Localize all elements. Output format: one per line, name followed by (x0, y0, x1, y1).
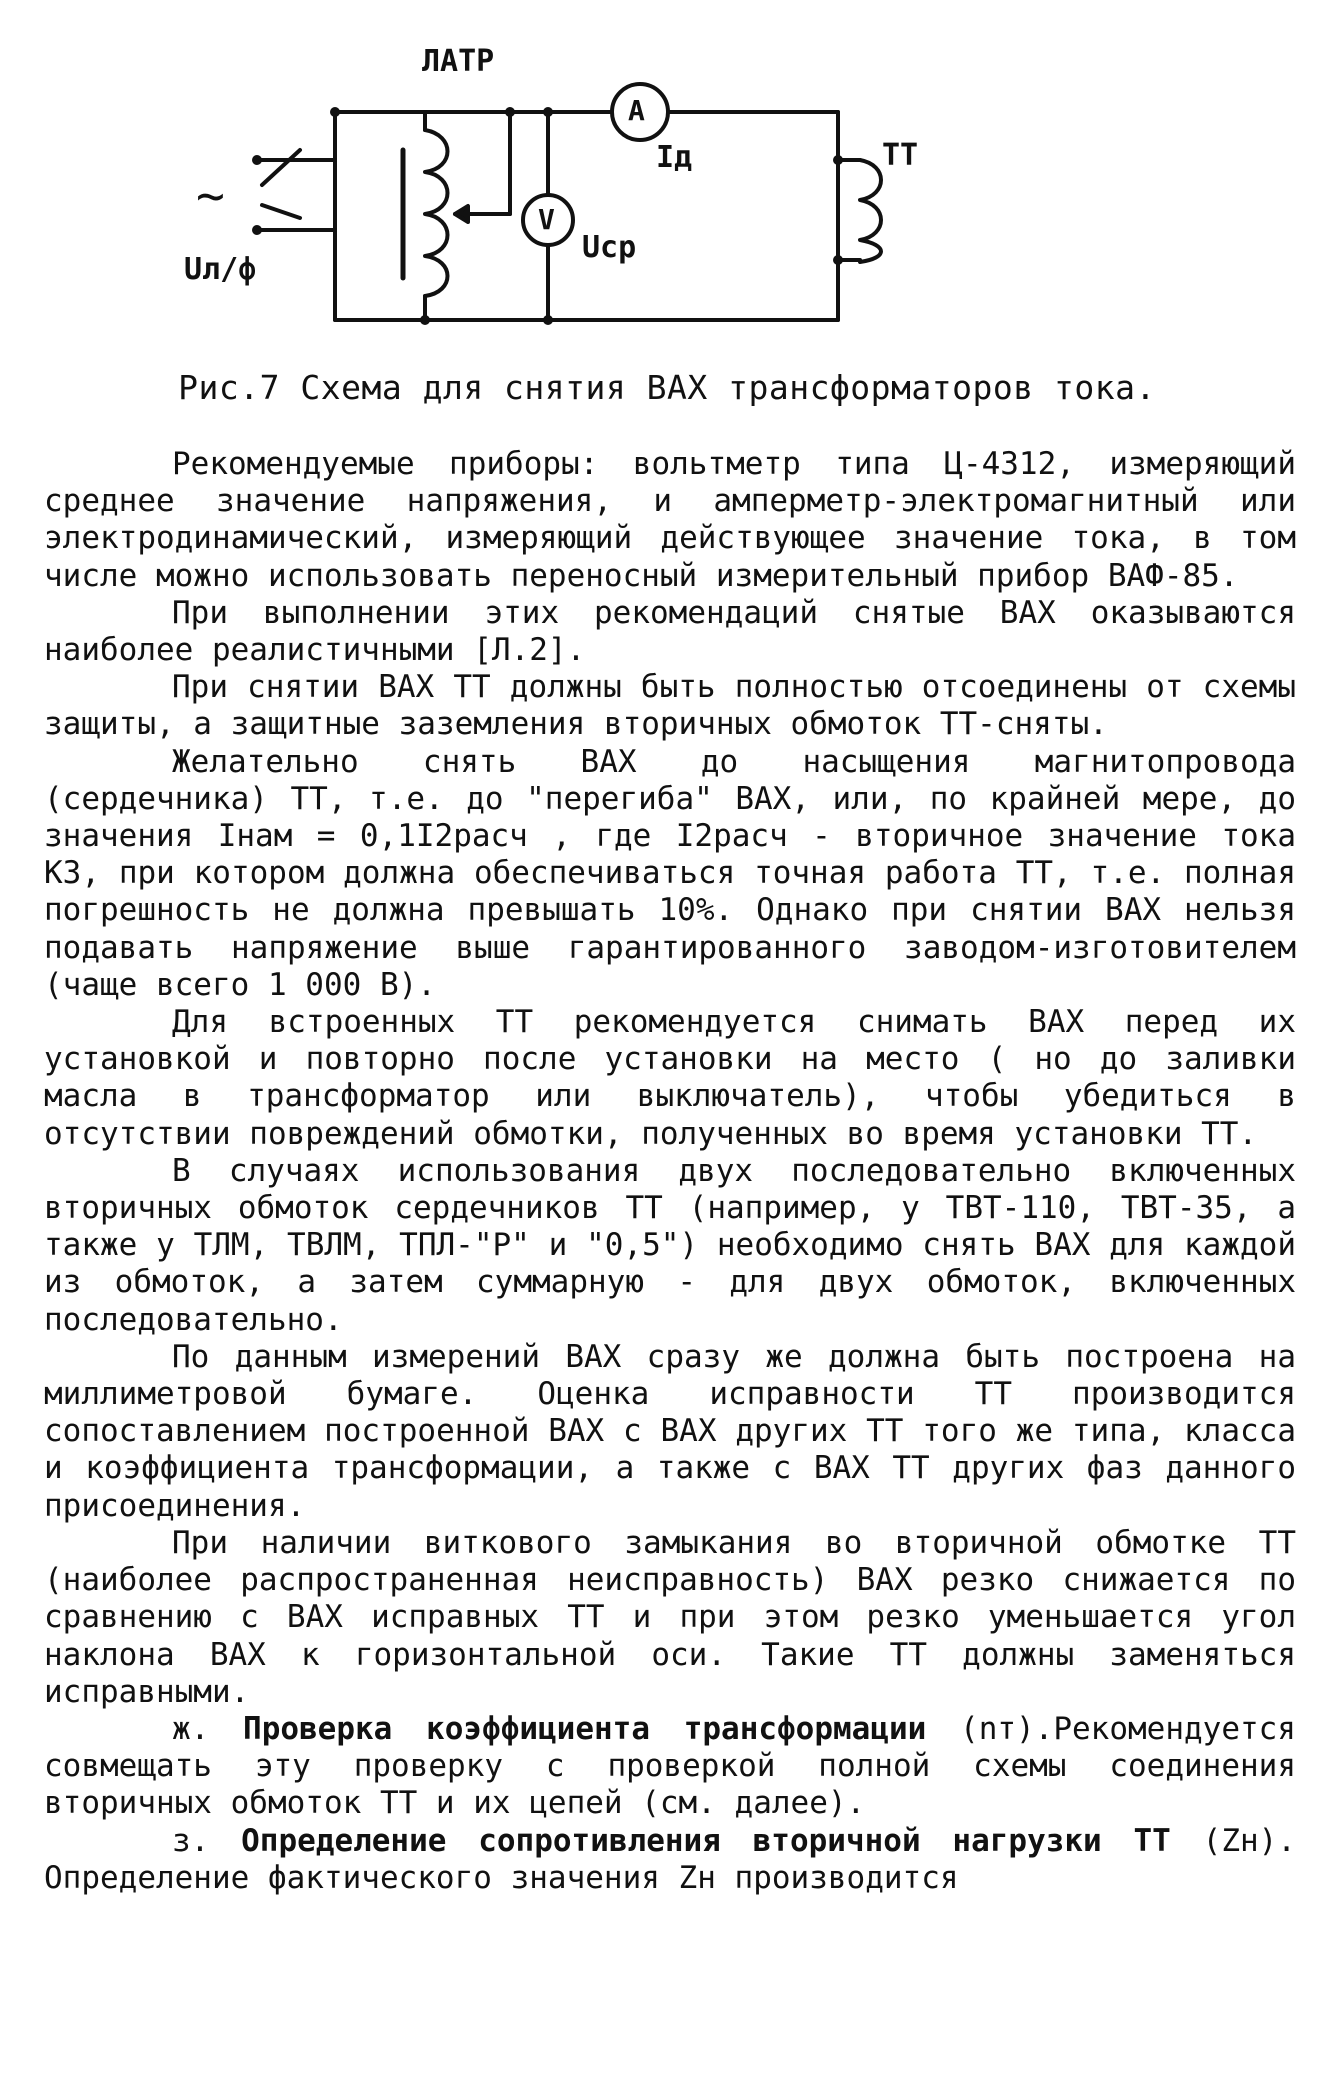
ammeter-symbol: A (628, 94, 645, 127)
tt-label: ТТ (882, 138, 919, 173)
latr-label: ЛАТР (422, 44, 495, 79)
body-text (44, 446, 1296, 1897)
current-label: Iд (656, 140, 693, 175)
section-heading: Проверка коэффициента трансформации (243, 1710, 927, 1747)
item-marker: ж. (172, 1710, 210, 1747)
voltage-label: Uср (582, 230, 637, 265)
paragraph: По данным измерений ВАХ сразу же должна быть построена на миллиметровой бумаге. Оценка исправности ТТ производится сопоставлением построенной ВАХ с ВАХ других ТТ того же типа, класса и коэффициента трансформации, а также с ВАХ ТТ других фаз данного присоединения. (44, 1338, 1296, 1524)
section-heading: Определение сопротивления вторичной нагрузки ТТ (241, 1822, 1171, 1859)
paragraph: В случаях использования двух последовательно включенных вторичных обмоток сердечников ТТ (например, у ТВТ-110, ТВТ-35, а также у ТЛМ, ТВЛМ, ТПЛ-"Р" и "0,5") необходимо снять ВАХ для каждой из обмоток, а затем суммарную - для двух обмоток, включенных последовательно. (44, 1152, 1296, 1338)
paragraph: При снятии ВАХ ТТ должны быть полностью отсоединены от схемы защиты, а защитные заземления вторичных обмоток ТТ-сняты. (44, 669, 1296, 743)
circuit-figure (0, 0, 1334, 440)
paragraph: При наличии виткового замыкания во вторичной обмотке ТТ (наиболее распространенная неисправность) ВАХ резко снижается по сравнению с ВАХ исправных ТТ и при этом резко уменьшается угол наклона ВАХ к горизонтальной оси. Такие ТТ должны заменяться исправными. (44, 1524, 1296, 1710)
section-z (44, 1823, 1296, 1897)
supply-label: Uл/ф (184, 252, 257, 287)
section-text: (Zн). Определение фактического значения Zн производится (44, 1822, 1296, 1896)
supply-symbol: ~ (196, 168, 225, 224)
item-marker: з. (172, 1822, 210, 1859)
section-zh (44, 1711, 1296, 1823)
paragraph: При выполнении этих рекомендаций снятые ВАХ оказываются наиболее реалистичными [Л.2]. (44, 594, 1296, 669)
paragraph: Желательно снять ВАХ до насыщения магнитопровода (сердечника) ТТ, т.е. до "перегиба" ВАХ, или, по крайней мере, до значения Iнам = 0,1I2расч , где I2расч - вторичное значение тока КЗ, при котором должна обеспечиваться точная работа ТТ, т.е. полная погрешность не должна превышать 10%. Однако при снятии ВАХ нельзя подавать напряжение выше гарантированного заводом-изготовителем (чаще всего 1 000 В). (44, 743, 1296, 1003)
voltmeter-symbol: V (538, 203, 555, 236)
figure-caption: Рис.7 Схема для снятия ВАХ трансформаторов тока. (178, 368, 1156, 407)
paragraph: Для встроенных ТТ рекомендуется снимать ВАХ перед их установкой и повторно после установки на место ( но до заливки масла в трансформатор или выключатель), чтобы убедиться в отсутствии повреждений обмотки, полученных во время установки ТТ. (44, 1004, 1296, 1152)
section-text: (nт).Рекомендуется совмещать эту проверку с проверкой полной схемы соединения вторичных обмоток ТТ и их цепей (см. далее). (44, 1710, 1296, 1822)
paragraph: Рекомендуемые приборы: вольтметр типа Ц-4312, измеряющий среднее значение напряжения, и амперметр-электромагнитный или электродинамический, измеряющий действующее значение тока, в том числе можно использовать переносный измерительный прибор ВАФ-85. (44, 446, 1296, 594)
